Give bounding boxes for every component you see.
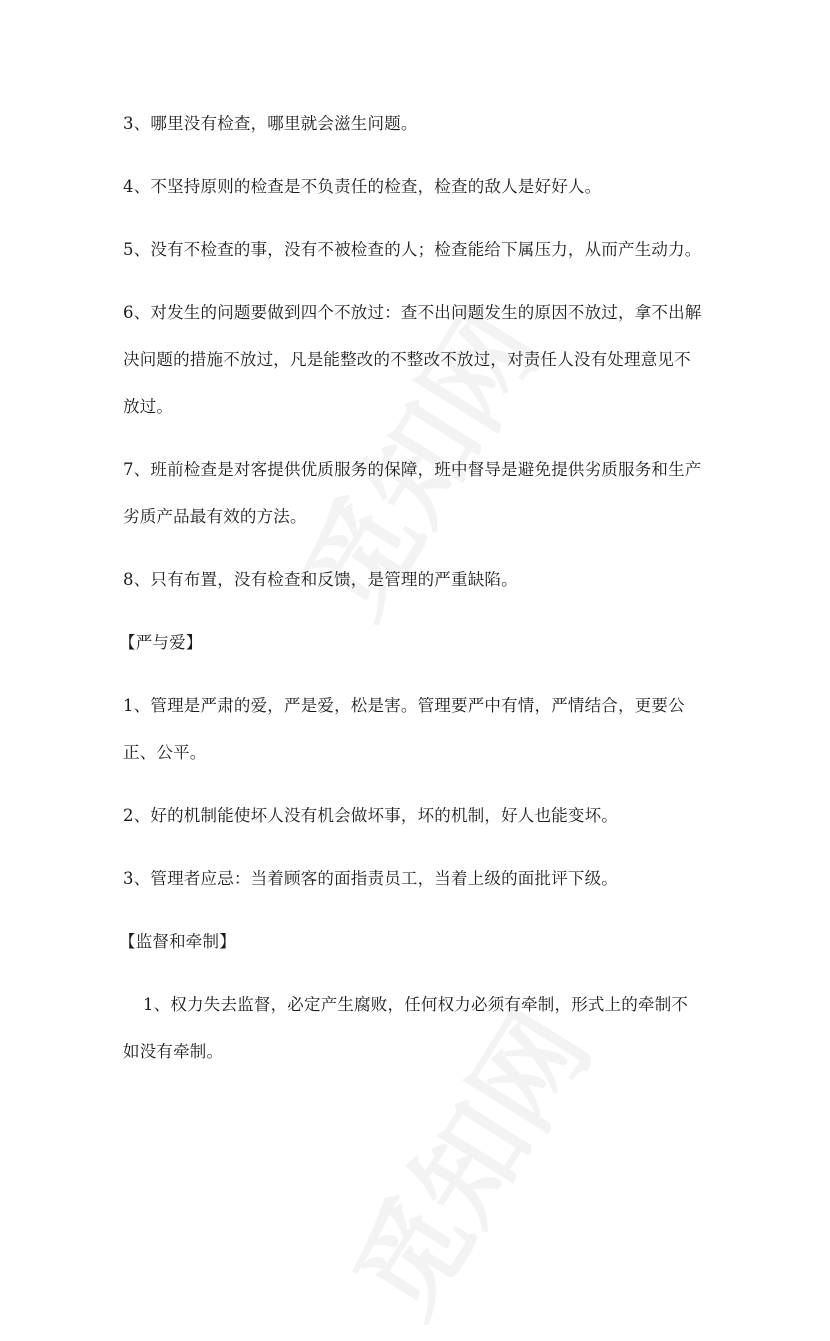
heading-text: 【严与爱】 — [119, 633, 203, 652]
section-heading-supervision — [119, 918, 703, 965]
item-check-4 — [123, 163, 703, 210]
text-line: 4、不坚持原则的检查是不负责任的检查，检查的敌人是好好人。 — [123, 177, 602, 196]
heading-text: 【监督和牵制】 — [119, 932, 236, 951]
text-line: 5、没有不检查的事，没有不被检查的人；检查能给下属压力，从而产生动力。 — [123, 240, 702, 259]
text-line: 如没有牵制。 — [123, 1042, 224, 1061]
text-line: 劣质产品最有效的方法。 — [123, 507, 307, 526]
item-love-3 — [123, 855, 703, 902]
text-line: 1、管理是严肃的爱，严是爱，松是害。管理要严中有情，严情结合，更要公 — [123, 696, 685, 715]
text-line: 8、只有布置，没有检查和反馈，是管理的严重缺陷。 — [123, 570, 518, 589]
text-line: 正、公平。 — [123, 743, 207, 762]
text-line: 7、班前检查是对客提供优质服务的保障，班中督导是避免提供劣质服务和生产 — [123, 460, 702, 479]
text-line: 决问题的措施不放过，凡是能整改的不整改不放过，对责任人没有处理意见不 — [123, 350, 691, 369]
section-heading-strict-love — [119, 619, 703, 666]
item-check-7 — [123, 446, 703, 540]
item-love-2 — [123, 792, 703, 839]
item-check-6 — [123, 289, 703, 430]
document-page — [119, 100, 703, 1091]
text-line: 3、管理者应忌：当着顾客的面指责员工，当着上级的面批评下级。 — [123, 869, 618, 888]
item-check-8 — [123, 556, 703, 603]
text-line: 3、哪里没有检查，哪里就会滋生问题。 — [123, 114, 418, 133]
text-line: 放过。 — [123, 397, 174, 416]
item-supervision-1 — [123, 981, 703, 1075]
text-line: 2、好的机制能使坏人没有机会做坏事，坏的机制，好人也能变坏。 — [123, 806, 618, 825]
item-check-5 — [123, 226, 703, 273]
text-line: 1、权力失去监督，必定产生腐败，任何权力必须有牵制，形式上的牵制不 — [143, 995, 689, 1014]
item-love-1 — [123, 682, 703, 776]
text-line: 6、对发生的问题要做到四个不放过：查不出问题发生的原因不放过，拿不出解 — [123, 303, 702, 322]
item-check-3 — [123, 100, 703, 147]
